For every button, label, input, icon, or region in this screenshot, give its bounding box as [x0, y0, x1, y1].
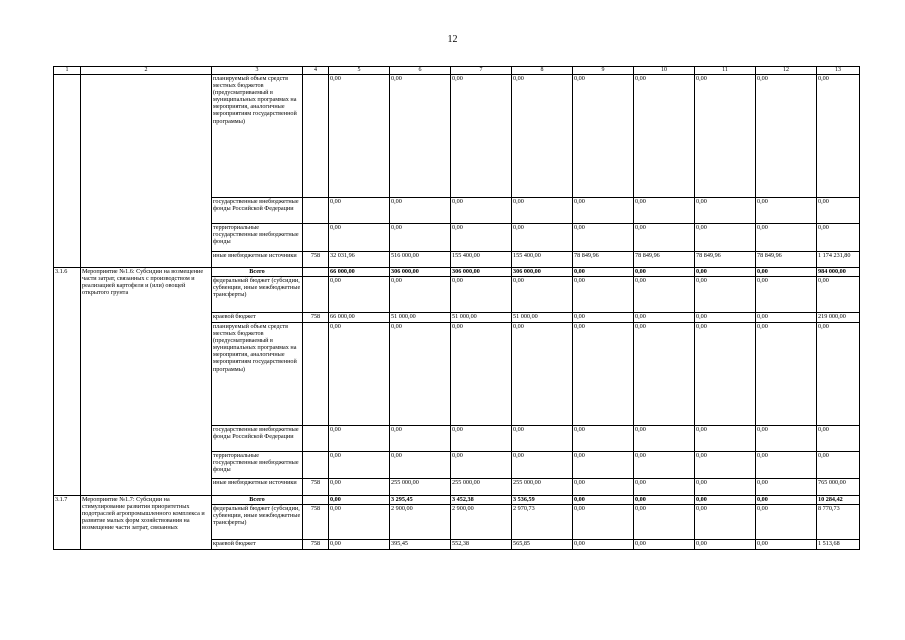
amount-cell: 0,00: [329, 75, 390, 198]
amount-cell: 306 000,00: [451, 268, 512, 277]
amount-cell: 0,00: [695, 426, 756, 452]
funding-source: планируемый объем средств местных бюджетов (предусматриваемый в муниципальных программах на мероприятия, аналогичные мероприятиям государственной программы): [212, 323, 303, 426]
amount-cell: 0,00: [390, 323, 451, 426]
amount-cell: 0,00: [695, 323, 756, 426]
amount-cell: 0,00: [634, 313, 695, 323]
header-cell: 2: [81, 67, 212, 75]
amount-cell: 3 536,59: [512, 496, 573, 505]
amount-cell: 0,00: [817, 75, 860, 198]
amount-cell: 0,00: [756, 540, 817, 550]
amount-cell: 0,00: [695, 313, 756, 323]
amount-cell: 0,00: [756, 198, 817, 224]
amount-cell: 0,00: [451, 426, 512, 452]
amount-cell: 0,00: [573, 323, 634, 426]
budget-code: [303, 426, 329, 452]
measure-name: Мероприятие №1.7: Субсидии на стимулирование развития приоритетных подотраслей агропромышленного комплекса и развитие малых форм хозяйствования на возмещение части затрат, связанных: [81, 496, 212, 550]
amount-cell: 0,00: [451, 224, 512, 252]
amount-cell: 0,00: [817, 426, 860, 452]
amount-cell: 0,00: [512, 323, 573, 426]
amount-cell: 0,00: [695, 277, 756, 313]
header-cell: 1: [54, 67, 81, 75]
amount-cell: 0,00: [329, 505, 390, 540]
amount-cell: 0,00: [390, 277, 451, 313]
measure-number: 3.1.7: [54, 496, 81, 550]
amount-cell: 306 000,00: [512, 268, 573, 277]
amount-cell: 0,00: [817, 224, 860, 252]
amount-cell: 2 900,00: [451, 505, 512, 540]
amount-cell: 552,38: [451, 540, 512, 550]
amount-cell: 0,00: [390, 452, 451, 479]
budget-code: 758: [303, 540, 329, 550]
header-cell: 4: [303, 67, 329, 75]
measure-number: [54, 75, 81, 268]
amount-cell: 0,00: [817, 198, 860, 224]
amount-cell: 0,00: [573, 496, 634, 505]
amount-cell: 0,00: [634, 540, 695, 550]
header-cell: 13: [817, 67, 860, 75]
measure-name: [81, 75, 212, 268]
amount-cell: 0,00: [573, 479, 634, 496]
amount-cell: 0,00: [634, 479, 695, 496]
amount-cell: 0,00: [695, 452, 756, 479]
amount-cell: 0,00: [512, 198, 573, 224]
amount-cell: 0,00: [451, 198, 512, 224]
amount-cell: 0,00: [573, 75, 634, 198]
amount-cell: 255 000,00: [512, 479, 573, 496]
header-cell: 7: [451, 67, 512, 75]
amount-cell: 66 000,00: [329, 268, 390, 277]
amount-cell: 2 970,73: [512, 505, 573, 540]
budget-code: [303, 268, 329, 277]
amount-cell: 0,00: [634, 496, 695, 505]
amount-cell: 155 400,00: [451, 252, 512, 268]
amount-cell: 51 000,00: [451, 313, 512, 323]
amount-cell: 66 000,00: [329, 313, 390, 323]
amount-cell: 0,00: [390, 198, 451, 224]
amount-cell: 155 400,00: [512, 252, 573, 268]
amount-cell: 0,00: [512, 452, 573, 479]
budget-table: [53, 66, 860, 550]
header-cell: 3: [212, 67, 303, 75]
amount-cell: 0,00: [756, 277, 817, 313]
amount-cell: 0,00: [329, 452, 390, 479]
amount-cell: 0,00: [512, 277, 573, 313]
amount-cell: 0,00: [512, 224, 573, 252]
header-cell: 11: [695, 67, 756, 75]
amount-cell: 10 284,42: [817, 496, 860, 505]
budget-code: [303, 277, 329, 313]
amount-cell: 0,00: [756, 323, 817, 426]
amount-cell: 0,00: [329, 540, 390, 550]
amount-cell: 1 513,68: [817, 540, 860, 550]
amount-cell: 8 770,73: [817, 505, 860, 540]
amount-cell: 78 849,96: [695, 252, 756, 268]
amount-cell: 306 000,00: [390, 268, 451, 277]
header-cell: 6: [390, 67, 451, 75]
header-cell: 10: [634, 67, 695, 75]
amount-cell: 0,00: [756, 75, 817, 198]
amount-cell: 0,00: [573, 277, 634, 313]
amount-cell: 395,45: [390, 540, 451, 550]
amount-cell: 0,00: [817, 277, 860, 313]
header-cell: 5: [329, 67, 390, 75]
funding-source: иные внебюджетные источники: [212, 252, 303, 268]
amount-cell: 0,00: [451, 75, 512, 198]
amount-cell: 0,00: [512, 75, 573, 198]
amount-cell: 0,00: [756, 313, 817, 323]
amount-cell: 255 000,00: [390, 479, 451, 496]
amount-cell: 0,00: [573, 452, 634, 479]
amount-cell: 0,00: [329, 277, 390, 313]
amount-cell: 3 452,38: [451, 496, 512, 505]
table-row: [54, 268, 860, 277]
amount-cell: 0,00: [756, 479, 817, 496]
funding-source: территориальные государственные внебюджетные фонды: [212, 224, 303, 252]
budget-code: 758: [303, 505, 329, 540]
amount-cell: 0,00: [634, 505, 695, 540]
amount-cell: 1 174 231,80: [817, 252, 860, 268]
amount-cell: 0,00: [512, 426, 573, 452]
amount-cell: 0,00: [634, 323, 695, 426]
amount-cell: 0,00: [634, 452, 695, 479]
amount-cell: 0,00: [390, 426, 451, 452]
amount-cell: 0,00: [695, 224, 756, 252]
page-number: 12: [447, 34, 458, 45]
amount-cell: 516 000,00: [390, 252, 451, 268]
budget-code: [303, 452, 329, 479]
amount-cell: 565,85: [512, 540, 573, 550]
amount-cell: 765 000,00: [817, 479, 860, 496]
funding-source: планируемый объем средств местных бюджетов (предусматриваемый в муниципальных программах на мероприятия, аналогичные мероприятиям государственной программы): [212, 75, 303, 198]
amount-cell: 0,00: [329, 496, 390, 505]
amount-cell: 0,00: [695, 540, 756, 550]
amount-cell: 219 000,00: [817, 313, 860, 323]
amount-cell: 0,00: [634, 268, 695, 277]
amount-cell: 0,00: [329, 426, 390, 452]
budget-code: 758: [303, 252, 329, 268]
amount-cell: 0,00: [756, 224, 817, 252]
budget-code: 758: [303, 479, 329, 496]
amount-cell: 0,00: [756, 426, 817, 452]
budget-code: [303, 323, 329, 426]
amount-cell: 0,00: [695, 479, 756, 496]
amount-cell: 0,00: [634, 277, 695, 313]
funding-source: иные внебюджетные источники: [212, 479, 303, 496]
budget-code: [303, 224, 329, 252]
amount-cell: 0,00: [573, 198, 634, 224]
header-row: [54, 67, 860, 75]
amount-cell: 0,00: [451, 277, 512, 313]
amount-cell: 0,00: [573, 540, 634, 550]
amount-cell: 0,00: [634, 224, 695, 252]
amount-cell: 0,00: [756, 452, 817, 479]
amount-cell: 3 295,45: [390, 496, 451, 505]
amount-cell: 0,00: [573, 313, 634, 323]
amount-cell: 0,00: [695, 268, 756, 277]
amount-cell: 0,00: [817, 452, 860, 479]
amount-cell: 984 000,00: [817, 268, 860, 277]
amount-cell: 0,00: [329, 224, 390, 252]
amount-cell: 0,00: [817, 323, 860, 426]
budget-code: 758: [303, 313, 329, 323]
budget-code: [303, 496, 329, 505]
amount-cell: 0,00: [634, 426, 695, 452]
amount-cell: 0,00: [451, 323, 512, 426]
measure-name: Мероприятие №1.6: Субсидии на возмещение части затрат, связанных с производством и реализацией картофеля и (или) овощей открытого грунта: [81, 268, 212, 496]
amount-cell: 0,00: [695, 75, 756, 198]
amount-cell: 0,00: [329, 198, 390, 224]
amount-cell: 0,00: [451, 452, 512, 479]
amount-cell: 78 849,96: [634, 252, 695, 268]
funding-source: краевой бюджет: [212, 540, 303, 550]
amount-cell: 51 000,00: [512, 313, 573, 323]
amount-cell: 0,00: [573, 268, 634, 277]
funding-source: федеральный бюджет (субсидии, субвенции, иные межбюджетные трансферты): [212, 277, 303, 313]
amount-cell: 51 000,00: [390, 313, 451, 323]
amount-cell: 0,00: [573, 426, 634, 452]
funding-source: Всего: [212, 268, 303, 277]
amount-cell: 0,00: [756, 505, 817, 540]
header-cell: 9: [573, 67, 634, 75]
funding-source: территориальные государственные внебюджетные фонды: [212, 452, 303, 479]
budget-code: [303, 75, 329, 198]
amount-cell: 0,00: [390, 224, 451, 252]
amount-cell: 0,00: [695, 505, 756, 540]
measure-number: 3.1.6: [54, 268, 81, 496]
amount-cell: 0,00: [695, 496, 756, 505]
amount-cell: 0,00: [329, 479, 390, 496]
budget-code: [303, 198, 329, 224]
amount-cell: 255 000,00: [451, 479, 512, 496]
funding-source: краевой бюджет: [212, 313, 303, 323]
amount-cell: 0,00: [634, 75, 695, 198]
amount-cell: 0,00: [329, 323, 390, 426]
amount-cell: 0,00: [756, 268, 817, 277]
amount-cell: 0,00: [634, 198, 695, 224]
amount-cell: 32 031,96: [329, 252, 390, 268]
amount-cell: 0,00: [756, 496, 817, 505]
amount-cell: 0,00: [695, 198, 756, 224]
funding-source: федеральный бюджет (субсидии, субвенции, иные межбюджетные трансферты): [212, 505, 303, 540]
table-row: [54, 496, 860, 505]
amount-cell: 0,00: [573, 505, 634, 540]
funding-source: государственные внебюджетные фонды Российской Федерации: [212, 426, 303, 452]
amount-cell: 78 849,96: [573, 252, 634, 268]
header-cell: 8: [512, 67, 573, 75]
amount-cell: 78 849,96: [756, 252, 817, 268]
funding-source: государственные внебюджетные фонды Российской Федерации: [212, 198, 303, 224]
table-row: [54, 75, 860, 198]
amount-cell: 2 900,00: [390, 505, 451, 540]
amount-cell: 0,00: [390, 75, 451, 198]
funding-source: Всего: [212, 496, 303, 505]
header-cell: 12: [756, 67, 817, 75]
amount-cell: 0,00: [573, 224, 634, 252]
